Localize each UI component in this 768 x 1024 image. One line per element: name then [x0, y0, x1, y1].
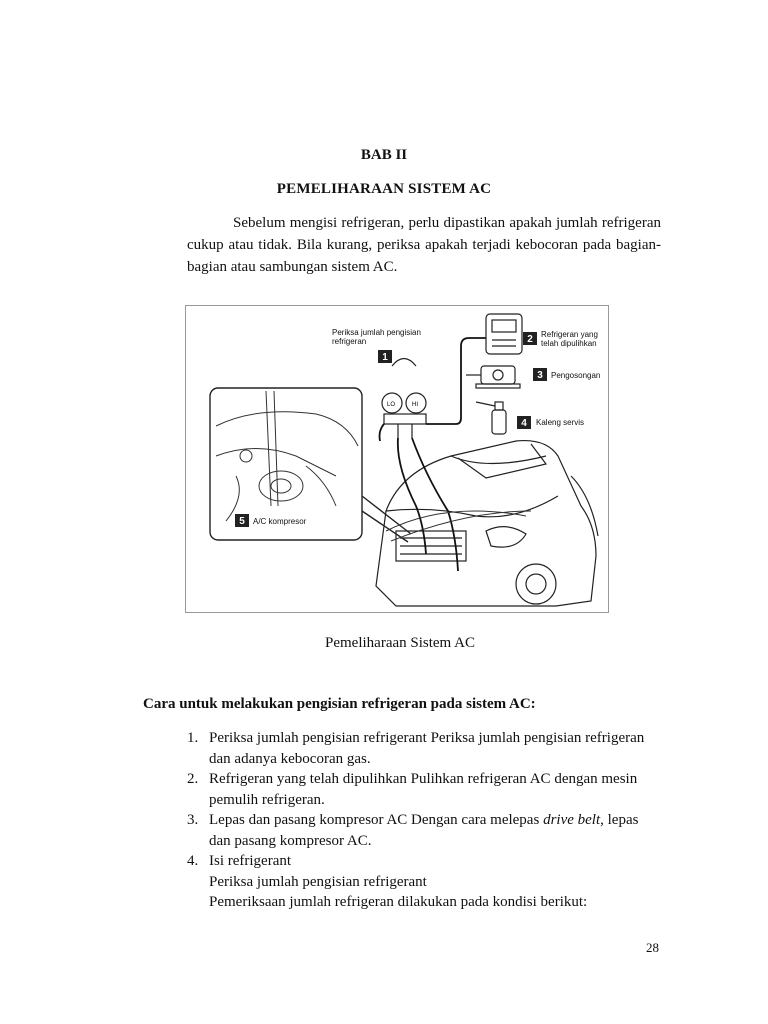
list-item: 4. Isi refrigerant Periksa jumlah pengisian refrigerant Pemeriksaan jumlah refrigeran dilakukan pada kondisi berikut: [187, 853, 588, 910]
page-title: PEMELIHARAAN SISTEM AC [276, 181, 492, 197]
section-heading: Cara untuk melakukan pengisian refrigeran pada sistem AC: [143, 696, 536, 712]
ac-maintenance-figure [185, 305, 609, 613]
label-text-2: Refrigeran yang telah dipulihkan [541, 330, 598, 348]
hose-to-machine [426, 338, 486, 424]
figure-caption: Pemeliharaan Sistem AC [325, 635, 475, 651]
page-number: 28 [646, 940, 659, 955]
label-num-3: 3 [537, 370, 543, 381]
gauge-lo-text: LO [387, 402, 396, 408]
label-text-1: Periksa jumlah pengisian refrigeran [332, 328, 421, 346]
steps-list [187, 728, 667, 913]
label-text-5: A/C kompresor [253, 517, 307, 526]
gauge-hi-text: HI [412, 402, 418, 408]
intro-paragraph: Sebelum mengisi refrigeran, perlu dipastikan apakah jumlah refrigeran cukup atau tidak. Bila kurang, periksa apakah terjadi kebocoran pada bagian-bagian atau sambungan sistem AC. [187, 215, 661, 275]
list-item: 2. Refrigeran yang telah dipulihkan Pulihkan refrigeran AC dengan mesin pemulih refrigeran. [187, 771, 638, 808]
list-item: 1. Periksa jumlah pengisian refrigerant Periksa jumlah pengisian refrigeran dan adanya kebocoran gas. [187, 730, 645, 767]
label-num-5: 5 [239, 516, 245, 527]
hose-right [412, 438, 458, 571]
label-num-1: 1 [382, 352, 388, 363]
label-num-2: 2 [527, 334, 533, 345]
service-can [492, 410, 506, 434]
ac-diagram-illustration [186, 306, 610, 614]
car-outline [376, 441, 596, 606]
label-text-3: Pengosongan [551, 371, 601, 380]
chapter-heading: BAB II [360, 147, 408, 163]
list-item: 3. Lepas dan pasang kompresor AC Dengan cara melepas drive belt, lepas dan pasang kompresor AC. [187, 812, 639, 849]
label-text-4: Kaleng servis [536, 418, 585, 427]
label-num-4: 4 [521, 418, 527, 429]
vacuum-pump [481, 366, 515, 384]
car-wheel [516, 564, 556, 604]
